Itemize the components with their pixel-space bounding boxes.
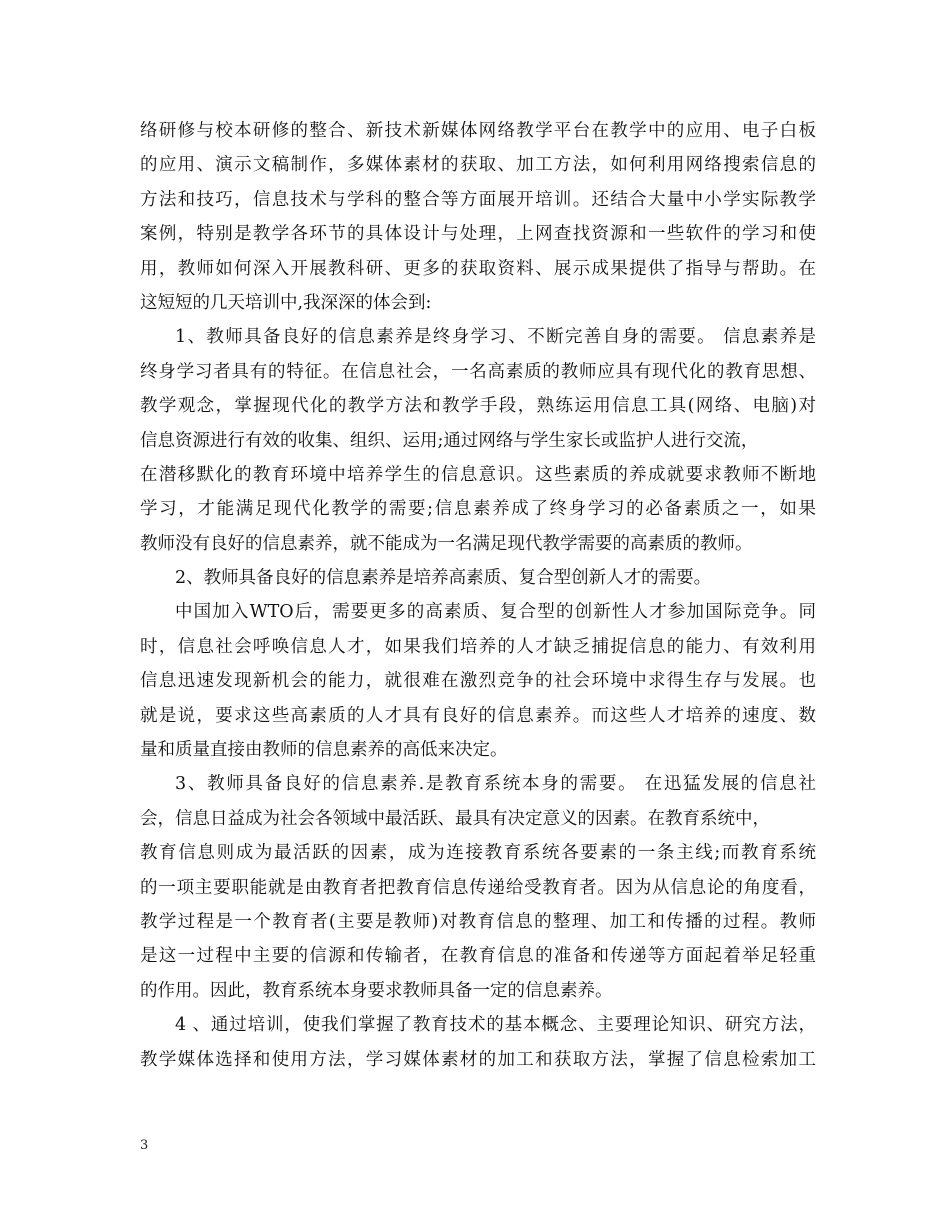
body-text — [140, 114, 816, 1077]
text-line: 3、教师具备良好的信息素养.是教育系统本身的需要。 在迅猛发展的信息社 — [175, 774, 816, 795]
text-line: 方法和技巧，信息技术与学科的整合等方面展开培训。还结合大量中小学实际教学 — [140, 189, 816, 210]
text-line: 这短短的几天培训中,我深深的体会到: — [140, 292, 432, 313]
text-line: 教师没有良好的信息素养，就不能成为一名满足现代教学需要的高素质的教师。 — [140, 533, 753, 554]
page-number: 3 — [140, 1138, 149, 1153]
text-line: 教育信息则成为最活跃的因素，成为连接教育系统各要素的一条主线;而教育系统 — [140, 843, 816, 864]
text-line: 会，信息日益成为社会各领域中最活跃、最具有决定意义的因素。在教育系统中， — [140, 808, 770, 829]
text-line: 在潜移默化的教育环境中培养学生的信息意识。这些素质的养成就要求教师不断地 — [140, 464, 816, 485]
text-line: 教学观念，掌握现代化的教学方法和教学手段，熟练运用信息工具(网络、电脑)对 — [140, 396, 816, 417]
text-line: 络研修与校本研修的整合、新技术新媒体网络教学平台在教学中的应用、电子白板 — [140, 121, 816, 141]
text-line: 1、教师具备良好的信息素养是终身学习、不断完善自身的需要。 信息素养是 — [175, 327, 816, 348]
text-line: 的一项主要职能就是由教育者把教育信息传递给受教育者。因为从信息论的角度看， — [140, 877, 816, 898]
text-line: 的作用。因此，教育系统本身要求教师具备一定的信息素养。 — [140, 980, 613, 1001]
text-line: 的应用、演示文稿制作，多媒体素材的获取、加工方法，如何利用网络搜索信息的 — [140, 155, 816, 176]
text-line: 学习，才能满足现代化教学的需要;信息素养成了终身学习的必备素质之一，如果 — [140, 499, 816, 520]
text-line: 时，信息社会呼唤信息人才，如果我们培养的人才缺乏捕捉信息的能力、有效利用 — [140, 636, 816, 657]
text-line: 2、教师具备良好的信息素养是培养高素质、复合型创新人才的需要。 — [175, 568, 712, 589]
text-line: 案例，特别是教学各环节的具体设计与处理，上网查找资源和一些软件的学习和使 — [140, 224, 816, 245]
text-line: 4 、通过培训，使我们掌握了教育技术的基本概念、主要理论知识、研究方法， — [175, 1015, 816, 1036]
text-line: 用，教师如何深入开展教科研、更多的获取资料、展示成果提供了指导与帮助。在 — [140, 258, 816, 279]
text-line: 中国加入WTO后，需要更多的高素质、复合型的创新性人才参加国际竞争。同 — [175, 602, 816, 623]
text-line: 教学过程是一个教育者(主要是教师)对教育信息的整理、加工和传播的过程。教师 — [140, 911, 816, 932]
text-line: 终身学习者具有的特征。在信息社会，一名高素质的教师应具有现代化的教育思想、 — [140, 361, 816, 382]
text-line: 是这一过程中主要的信源和传输者，在教育信息的准备和传递等方面起着举足轻重 — [140, 946, 816, 967]
text-line: 就是说，要求这些高素质的人才具有良好的信息素养。而这些人才培养的速度、数 — [140, 705, 816, 726]
text-line: 量和质量直接由教师的信息素养的高低来决定。 — [140, 740, 508, 761]
text-line: 信息资源进行有效的收集、组织、运用;通过网络与学生家长或监护人进行交流， — [140, 430, 759, 451]
text-line: 信息迅速发现新机会的能力，就很难在激烈竞争的社会环境中求得生存与发展。也 — [140, 671, 816, 692]
text-line: 教学媒体选择和使用方法，学习媒体素材的加工和获取方法，掌握了信息检索加工 — [140, 1049, 816, 1070]
